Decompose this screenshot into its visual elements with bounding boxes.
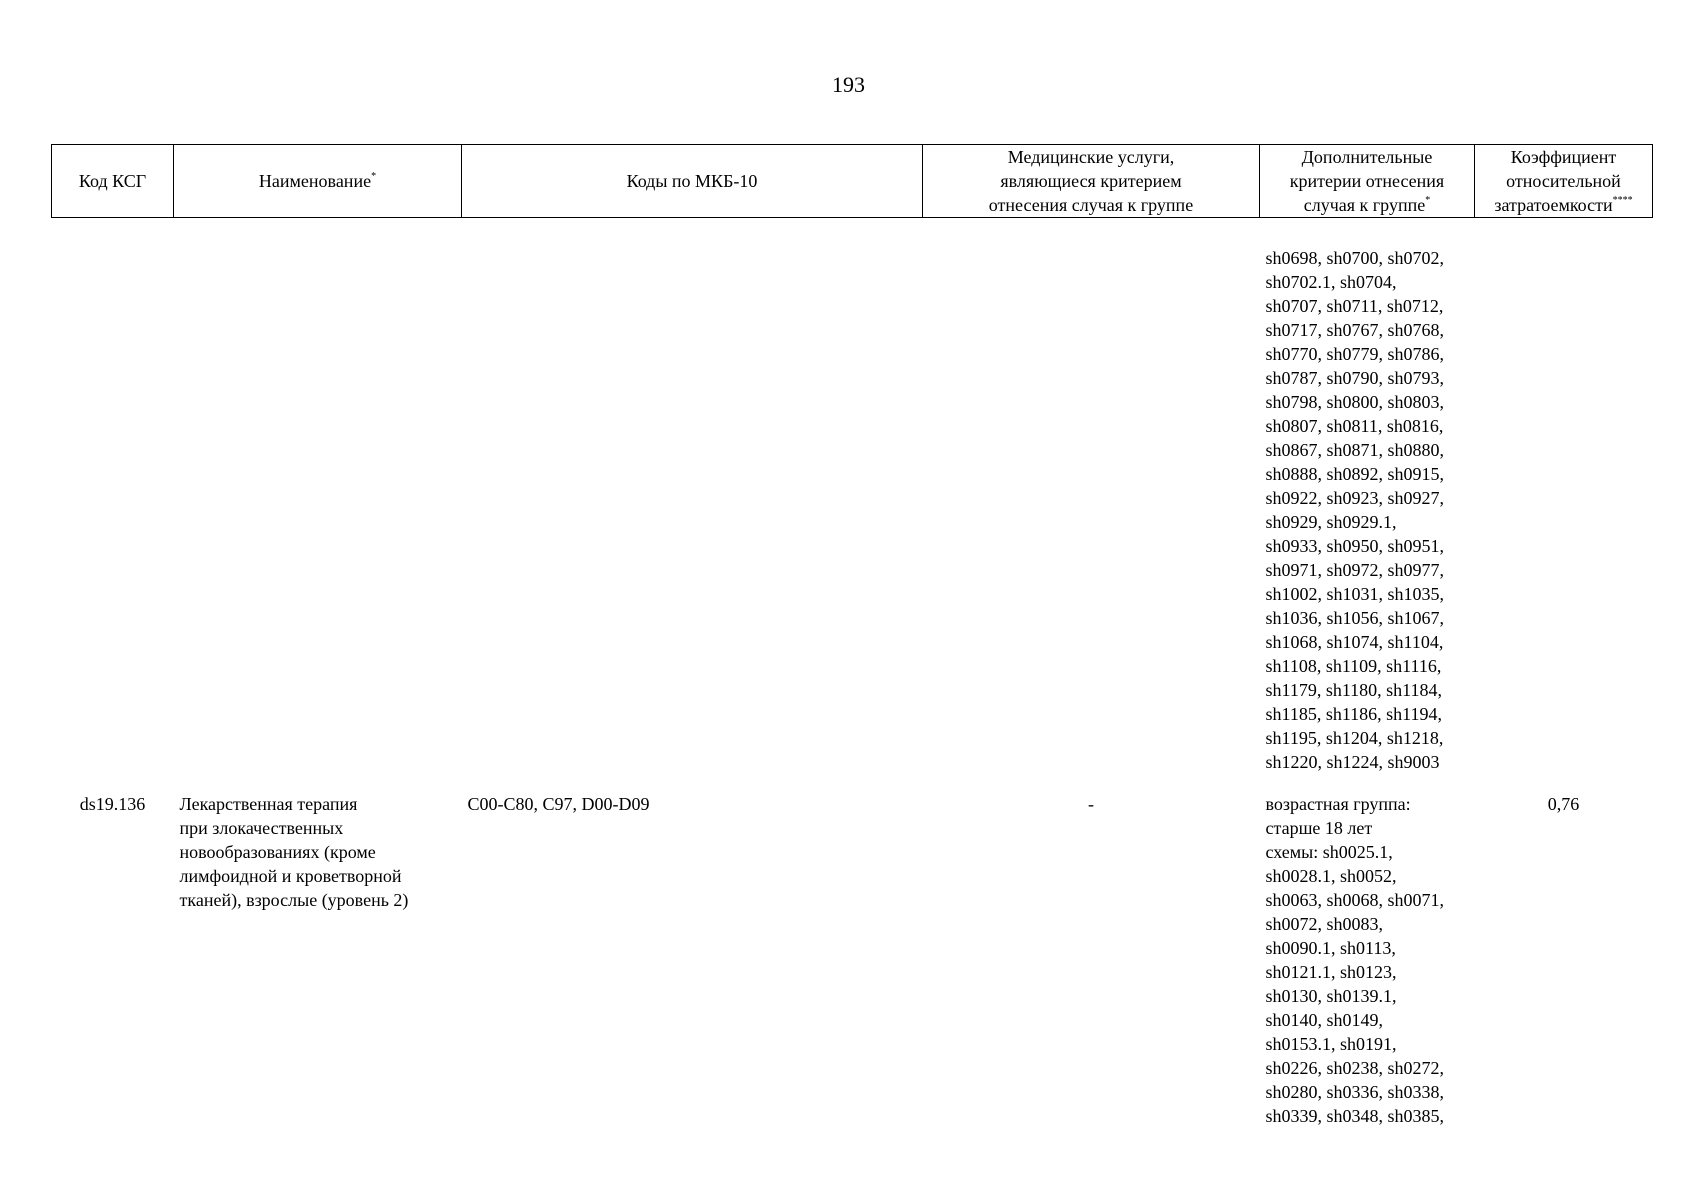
header-medical-services: Медицинские услуги, являющиеся критерием отнесения случая к группе — [923, 145, 1260, 218]
cell-medical-services: - — [1088, 794, 1094, 814]
table-row — [52, 792, 1653, 1128]
cell-ksg-code: ds19.136 — [79, 794, 146, 814]
cell-name: Лекарственная терапия при злокачественных новообразованиях (кроме лимфоидной и кроветворной тканей), взрослые (уровень 2) — [179, 794, 409, 910]
header-extra-footnote-mark: * — [1425, 195, 1431, 206]
table-header-row — [52, 145, 1653, 218]
header-additional-criteria: Дополнительные критерии отнесения случая к группе* — [1260, 145, 1475, 218]
table-row-continuation — [52, 246, 1653, 782]
header-cost-coefficient: Коэффициент относительной затратоемкости**** — [1475, 145, 1653, 218]
cell-cost-coefficient: 0,76 — [1547, 794, 1580, 814]
header-name: Наименование* — [174, 145, 462, 218]
page-number: 193 — [832, 72, 865, 97]
cell-additional-criteria: возрастная группа: старше 18 лет схемы: sh0025.1, sh0028.1, sh0052, sh0063, sh0068, sh0071, sh0072, sh0083, sh0090.1, sh0113, sh0121.1, sh0123, sh0130, sh0139.1, sh0140, sh0149, sh0153.1, sh0191, sh0226, sh0238, sh0272, sh0280, sh0336, sh0338, sh0339, sh0348, sh0385, — [1265, 794, 1445, 1126]
cell-additional-criteria-continued: sh0698, sh0700, sh0702, sh0702.1, sh0704, sh0707, sh0711, sh0712, sh0717, sh0767, sh0768, sh0770, sh0779, sh0786, sh0787, sh0790, sh0793, sh0798, sh0800, sh0803, sh0807, sh0811, sh0816, sh0867, sh0871, sh0880, sh0888, sh0892, sh0915, sh0922, sh0923, sh0927, sh0929, sh0929.1, sh0933, sh0950, sh0951, sh0971, sh0972, sh0977, sh1002, sh1031, sh1035, sh1036, sh1056, sh1067, sh1068, sh1074, sh1104, sh1108, sh1109, sh1116, sh1179, sh1180, sh1184, sh1185, sh1186, sh1194, sh1195, sh1204, sh1218, sh1220, sh1224, sh9003 — [1265, 248, 1445, 772]
cell-icd-codes: C00-C80, C97, D00-D09 — [467, 794, 650, 814]
header-name-footnote-mark: * — [371, 171, 377, 182]
header-coef-footnote-mark: **** — [1612, 195, 1633, 206]
ksg-table — [51, 144, 1653, 1128]
header-icd-codes: Коды по МКБ-10 — [462, 145, 923, 218]
header-code: Код КСГ — [52, 145, 174, 218]
